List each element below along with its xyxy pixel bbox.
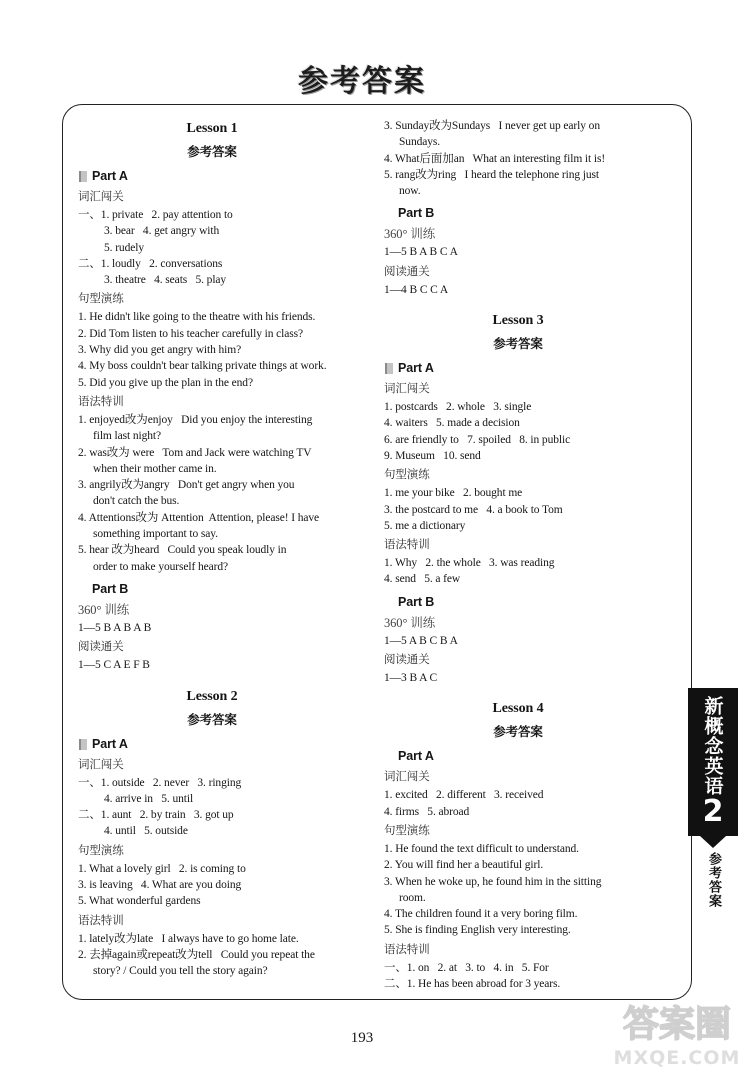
answer-line: now. — [399, 185, 421, 198]
lesson-3-part-b — [384, 592, 652, 612]
training-label: 360° 训练 — [78, 602, 130, 617]
answer-line: 3. angrily改为angry Don't get angry when you — [78, 479, 295, 492]
answer-line: 1—5 A B C B A — [384, 634, 458, 647]
tab-arrow-icon — [700, 836, 726, 848]
answer-line: 1. What a lovely girl 2. is coming to — [78, 862, 246, 875]
answer-line: Sundays. — [399, 136, 441, 149]
sentences-label: 句型演练 — [78, 844, 124, 857]
part-label: Part A — [398, 361, 434, 376]
answer-line: order to make yourself heard? — [93, 560, 229, 573]
answer-line: 二、1. aunt 2. by train 3. got up — [78, 809, 234, 822]
answer-line: something important to say. — [93, 528, 218, 541]
sentences-label: 句型演练 — [384, 824, 430, 837]
lesson-2-part-a — [78, 734, 346, 754]
answer-line: 1—3 B A C — [384, 672, 438, 685]
sentences-label: 句型演练 — [78, 293, 124, 306]
answer-line: 1. postcards 2. whole 3. single — [384, 401, 532, 414]
side-tab — [688, 688, 738, 836]
part-label: Part B — [398, 206, 435, 221]
answer-line: 3. the postcard to me 4. a book to Tom — [384, 503, 563, 516]
grammar-label: 语法特训 — [384, 943, 430, 956]
answer-line: 6. are friendly to 7. spoiled 8. in public — [384, 433, 571, 446]
reading-label: 阅读通关 — [78, 641, 124, 654]
part-label: Part A — [92, 736, 128, 751]
answer-line: 2. Did Tom listen to his teacher carefully in class? — [78, 327, 303, 340]
lesson-2-part-b — [384, 203, 652, 223]
answer-line: 4. firms 5. abroad — [384, 805, 470, 818]
lesson-1-answer-heading: 参考答案 — [187, 144, 237, 159]
answer-line: 1—5 B A B C A — [384, 246, 458, 259]
answer-line: 5. hear 改为heard Could you speak loudly in — [78, 544, 287, 557]
answer-line: room. — [399, 891, 426, 904]
vocab-label: 词汇闯关 — [78, 758, 124, 771]
vocab-label: 词汇闯关 — [384, 383, 430, 396]
answer-line: 二、1. He has been abroad for 3 years. — [384, 978, 561, 991]
watermark-mark: 答案圈 — [622, 1004, 731, 1045]
answer-line: 5. Did you give up the plan in the end? — [78, 376, 253, 389]
answer-line: 2. was改为 were Tom and Jack were watching TV — [78, 446, 312, 459]
page-number: 193 — [350, 1030, 374, 1046]
vocab-label: 词汇闯关 — [384, 771, 430, 784]
answer-line: don't catch the bus. — [93, 495, 180, 508]
grammar-label: 语法特训 — [78, 395, 124, 408]
answer-line: 2. 去掉again或repeat改为tell Could you repeat the — [78, 948, 315, 961]
lesson-4-part-a — [384, 746, 652, 766]
part-label: Part A — [92, 169, 128, 183]
answer-line: 一、1. outside 2. never 3. ringing — [78, 776, 242, 789]
answer-line: 1. enjoyed改为enjoy Did you enjoy the interesting — [78, 413, 313, 426]
answer-line: 3. Why did you get angry with him? — [78, 344, 242, 357]
answer-line: 1. me your bike 2. bought me — [384, 487, 523, 500]
grammar-label: 语法特训 — [384, 539, 430, 552]
reading-label: 阅读通关 — [384, 265, 430, 278]
answer-line: 1. lately改为late I always have to go home late. — [78, 932, 299, 945]
answer-line: 1. He didn't like going to the theatre with his friends. — [78, 311, 316, 324]
answer-line: 1—5 B A B A B — [78, 621, 152, 634]
sentences-label: 句型演练 — [384, 469, 430, 482]
answer-line: 1—5 C A E F B — [78, 659, 150, 672]
answer-line: 4. waiters 5. made a decision — [384, 417, 520, 430]
answer-line: 5. She is finding English very interesting. — [384, 924, 571, 937]
answer-line: 4. Attentions改为 Attention Attention, please! I have — [78, 511, 320, 524]
answer-line: 一、1. private 2. pay attention to — [78, 209, 233, 221]
answer-line: 3. is leaving 4. What are you doing — [78, 879, 242, 892]
answer-line: 4. My boss couldn't bear talking private things at work. — [78, 360, 327, 373]
part-label: Part B — [92, 581, 129, 596]
answer-line: 1—4 B C C A — [384, 283, 449, 296]
left-column — [78, 118, 346, 980]
answer-line: 3. theatre 4. seats 5. play — [104, 274, 227, 287]
section-name: 参考答案 — [706, 852, 721, 908]
answer-line: 3. bear 4. get angry with — [104, 225, 220, 238]
training-label: 360° 训练 — [384, 227, 436, 242]
answer-line: 1. He found the text difficult to understand. — [384, 842, 579, 855]
answer-line: film last night? — [93, 430, 162, 443]
answer-line: 二、1. loudly 2. conversations — [78, 257, 223, 270]
right-column — [384, 118, 652, 992]
watermark-logo — [612, 1004, 742, 1070]
answer-line: 4. What后面加an What an interesting film it is! — [384, 152, 606, 165]
lesson-4-answer-heading: 参考答案 — [493, 724, 543, 740]
lesson-1-part-a — [78, 166, 346, 186]
answer-line: 5. rang改为ring I heard the telephone ring just — [384, 168, 600, 181]
lesson-3-answer-heading: 参考答案 — [493, 336, 543, 352]
part-marker-icon — [79, 171, 87, 182]
answer-line: 3. When he woke up, he found him in the sitting — [384, 875, 602, 888]
answer-line: 5. rudely — [104, 241, 144, 254]
answer-line: 4. send 5. a few — [384, 573, 461, 586]
part-label: Part B — [398, 594, 435, 609]
answer-line: 5. me a dictionary — [384, 519, 466, 532]
volume-number: 2 — [702, 794, 724, 829]
answer-line: 1. Why 2. the whole 3. was reading — [384, 557, 555, 570]
answer-line: 2. You will find her a beautiful girl. — [384, 859, 544, 872]
grammar-label: 语法特训 — [78, 914, 124, 927]
answer-line: 一、1. on 2. at 3. to 4. in 5. For — [384, 961, 549, 974]
lesson-1-part-b — [78, 579, 346, 599]
part-marker-icon — [385, 363, 393, 374]
lesson-3-part-a — [384, 358, 652, 378]
training-label: 360° 训练 — [384, 615, 436, 630]
answer-line: 4. The children found it a very boring film. — [384, 908, 578, 921]
lesson-2-title: Lesson 2 — [186, 688, 238, 704]
answer-line: 5. What wonderful gardens — [78, 895, 201, 908]
answer-line: 3. Sunday改为Sundays I never get up early on — [384, 120, 600, 132]
answer-line: story? / Could you tell the story again? — [93, 965, 268, 978]
lesson-1-title: Lesson 1 — [186, 121, 238, 136]
lesson-3-title: Lesson 3 — [492, 313, 544, 329]
series-name: 新概念英语 — [701, 696, 724, 796]
reading-label: 阅读通关 — [384, 654, 430, 667]
part-label: Part A — [398, 749, 434, 764]
answer-line: 9. Museum 10. send — [384, 449, 481, 462]
lesson-2-answer-heading: 参考答案 — [187, 711, 237, 727]
page-title: 参考答案 — [298, 64, 426, 99]
watermark-site: MXQE.COM — [613, 1047, 741, 1069]
vocab-label: 词汇闯关 — [78, 191, 124, 203]
lesson-4-title: Lesson 4 — [492, 701, 544, 717]
answer-line: 4. until 5. outside — [104, 825, 188, 838]
answer-line: 1. excited 2. different 3. received — [384, 789, 544, 802]
part-marker-icon — [79, 739, 87, 750]
answer-line: 4. arrive in 5. until — [104, 792, 194, 805]
answer-line: when their mother came in. — [93, 462, 217, 475]
